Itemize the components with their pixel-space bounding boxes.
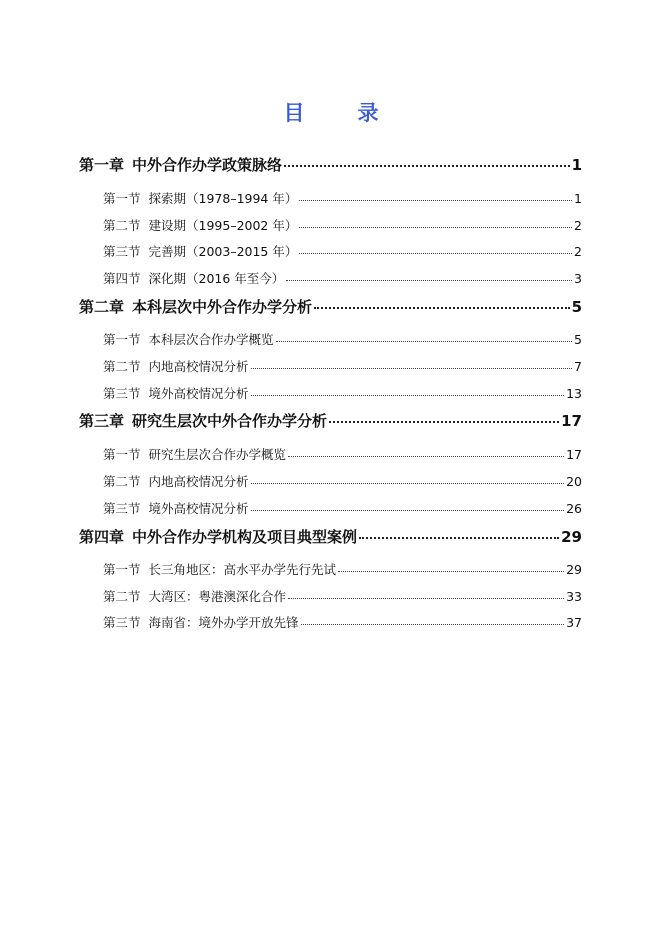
page-number: 1	[574, 191, 582, 206]
dot-leader	[276, 341, 573, 342]
dot-leader	[314, 307, 570, 309]
page-number: 13	[566, 386, 582, 401]
toc-section-4-2[interactable]	[103, 587, 582, 605]
page-number: 5	[574, 332, 582, 347]
dot-leader	[338, 571, 564, 572]
toc-section-1-3[interactable]	[103, 242, 582, 260]
page-number: 37	[566, 615, 582, 630]
dot-leader	[288, 456, 564, 457]
section-label: 第一节 长三角地区：高水平办学先行先试	[103, 562, 337, 577]
section-label: 第三节 境外高校情况分析	[103, 386, 249, 401]
section-label: 第二节 建设期（1995–2002 年）	[103, 218, 298, 233]
section-label: 第二节 大湾区：粤港澳深化合作	[103, 589, 287, 604]
toc-section-4-1[interactable]	[103, 560, 582, 578]
section-label: 第二节 内地高校情况分析	[103, 474, 249, 489]
section-label: 第一节 本科层次合作办学概览	[103, 332, 274, 347]
toc-chapter-4[interactable]	[79, 526, 582, 547]
chapter-label: 第二章 本科层次中外合作办学分析	[79, 298, 313, 316]
page-number: 7	[574, 359, 582, 374]
toc-section-1-1[interactable]	[103, 189, 582, 207]
page-number: 17	[566, 447, 582, 462]
dot-leader	[299, 253, 572, 254]
page-number: 2	[574, 244, 582, 259]
toc-section-4-3[interactable]	[103, 613, 582, 631]
dot-leader	[299, 200, 572, 201]
page-number: 26	[566, 501, 582, 516]
toc-section-1-2[interactable]	[103, 216, 582, 234]
toc-section-1-4[interactable]	[103, 269, 582, 287]
dot-leader	[299, 227, 572, 228]
dot-leader	[359, 537, 559, 539]
section-label: 第三节 完善期（2003–2015 年）	[103, 244, 298, 259]
dot-leader	[286, 280, 572, 281]
page-number: 20	[566, 474, 582, 489]
dot-leader	[288, 598, 564, 599]
chapter-label: 第四章 中外合作办学机构及项目典型案例	[79, 528, 358, 546]
toc-section-3-3[interactable]	[103, 499, 582, 517]
toc-section-2-2[interactable]	[103, 357, 582, 375]
page-number: 2	[574, 218, 582, 233]
page-number: 29	[566, 562, 582, 577]
toc-section-2-1[interactable]	[103, 330, 582, 348]
page-number: 29	[561, 528, 582, 546]
dot-leader	[284, 165, 570, 167]
toc-chapter-3[interactable]	[79, 410, 582, 431]
section-label: 第三节 海南省：境外办学开放先锋	[103, 615, 299, 630]
toc-title: 目 录	[283, 101, 395, 125]
toc-section-2-3[interactable]	[103, 384, 582, 402]
section-label: 第二节 内地高校情况分析	[103, 359, 249, 374]
section-label: 第四节 深化期（2016 年至今）	[103, 271, 285, 286]
toc-chapter-2[interactable]	[79, 296, 582, 317]
dot-leader	[329, 421, 559, 423]
toc-section-3-1[interactable]	[103, 445, 582, 463]
toc-chapter-1[interactable]	[79, 154, 582, 175]
dot-leader	[251, 510, 565, 511]
page-number: 33	[566, 589, 582, 604]
section-label: 第一节 研究生层次合作办学概览	[103, 447, 287, 462]
dot-leader	[251, 395, 565, 396]
page-number: 5	[571, 298, 582, 316]
page-number: 1	[571, 156, 582, 174]
dot-leader	[251, 483, 565, 484]
dot-leader	[301, 624, 565, 625]
page-number: 17	[561, 412, 582, 430]
toc-section-3-2[interactable]	[103, 472, 582, 490]
dot-leader	[251, 368, 573, 369]
chapter-label: 第一章 中外合作办学政策脉络	[79, 156, 283, 174]
section-label: 第一节 探索期（1978–1994 年）	[103, 191, 298, 206]
section-label: 第三节 境外高校情况分析	[103, 501, 249, 516]
chapter-label: 第三章 研究生层次中外合作办学分析	[79, 412, 328, 430]
page-number: 3	[574, 271, 582, 286]
